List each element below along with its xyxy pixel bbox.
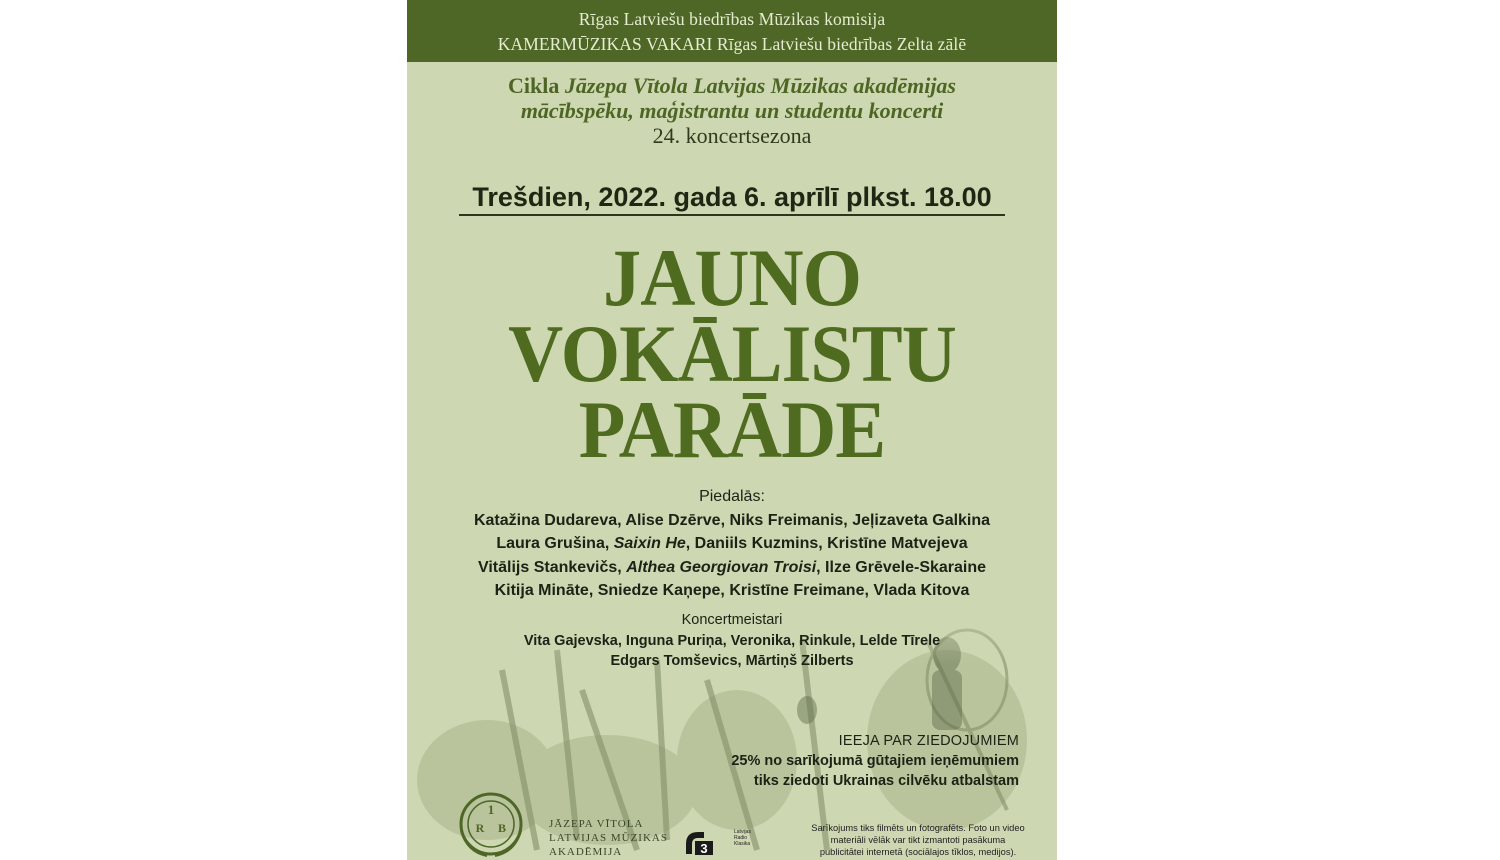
title-line-2: VOKĀLISTU <box>508 308 956 399</box>
cycle-prefix: Cikla <box>508 73 565 98</box>
title-line-1: JAUNO <box>602 232 862 323</box>
concert-date: Trešdien, 2022. gada 6. aprīlī plkst. 18.00 <box>472 182 992 212</box>
accompanists-row-1: Vita Gajevska, Inguna Puriņa, Veronika, Rinkule, Lelde Tīrele <box>523 632 941 649</box>
concert-title <box>407 232 1057 475</box>
participants-row-2-a: Laura Grušina, <box>496 535 614 552</box>
donation-info <box>731 731 1019 791</box>
disclaimer-line-1: Sarīkojums tiks filmēts un fotografēts. Foto un video <box>811 823 1025 833</box>
cycle-line2: mācībspēku, maģistrantu un studentu koncerti <box>520 98 944 123</box>
academy-line-1: JĀZEPA VĪTOLA <box>549 818 644 830</box>
participants-row-2-c: , Daniils Kuzmins, Kristīne Matvejeva <box>685 535 968 552</box>
radio-label <box>734 829 751 847</box>
participants-row-3-a: Vitālijs Stankevičs, <box>477 558 627 576</box>
date-underline <box>459 214 1005 216</box>
cycle-description <box>407 73 1057 148</box>
header-line-series: KAMERMŪZIKAS VAKARI Rīgas Latviešu biedrības Zelta zālē <box>497 34 967 54</box>
concert-poster <box>407 0 1057 860</box>
donation-line-3: tiks ziedoti Ukrainas cilvēku atbalstam <box>753 773 1019 789</box>
accompanists-section <box>407 610 1057 672</box>
radio-label-1: Latvijas <box>734 829 751 835</box>
emblem-left-letter: R <box>475 821 485 835</box>
header-band <box>407 0 1057 62</box>
radio-3-logo-icon <box>684 830 714 856</box>
title-line-3: PARĀDE <box>578 384 886 475</box>
academy-line-2: LATVIJAS MŪZIKAS <box>549 832 668 844</box>
participants-row-2-b: Saixin He <box>613 535 686 552</box>
emblem-top-letter: 1 <box>487 802 495 817</box>
accompanists-row-2: Edgars Tomševics, Mārtiņš Zilberts <box>610 653 854 669</box>
academy-name <box>549 817 668 859</box>
radio-label-3: Klasika <box>734 841 751 847</box>
disclaimer-line-2: materiāli vēlāk var tikt izmantoti pasākuma <box>830 835 1006 845</box>
participants-section <box>407 485 1057 603</box>
emblem-right-letter: B <box>497 821 507 835</box>
cycle-academy: Jāzepa Vītola Latvijas Mūzikas akadēmijas <box>564 73 956 98</box>
filming-disclaimer <box>785 822 1051 858</box>
concert-season: 24. koncertsezona <box>652 123 812 148</box>
disclaimer-line-3: publicitātei internetā (sociālajos tīklos, medijos). <box>819 847 1017 857</box>
donation-line-2: 25% no sarīkojumā gūtajiem ieņēmumiem <box>731 753 1019 769</box>
accompanists-label: Koncertmeistari <box>681 612 783 628</box>
participants-row-3-b: Althea Georgiovan Troisi <box>626 558 817 576</box>
header-line-commission: Rīgas Latviešu biedrības Mūzikas komisija <box>578 9 886 29</box>
academy-line-3: AKADĒMIJA <box>549 846 623 858</box>
participants-row-3-c: , Ilze Grēvele-Skaraine <box>816 558 987 576</box>
donation-entry: IEEJA PAR ZIEDOJUMIEM <box>838 733 1019 749</box>
participants-row-3 <box>407 556 1057 580</box>
participants-label: Piedalās: <box>699 488 765 505</box>
rlb-emblem-icon <box>453 786 529 860</box>
participants-row-4: Kitija Mināte, Sniedze Kaņepe, Kristīne Freimane, Vlada Kitova <box>494 582 970 599</box>
participants-row-2 <box>407 532 1057 556</box>
radio-number: 3 <box>700 841 708 856</box>
participants-row-1: Katažina Dudareva, Alise Dzērve, Niks Freimanis, Jeļizaveta Galkina <box>473 511 991 529</box>
radio-label-2: Radio <box>734 835 748 841</box>
